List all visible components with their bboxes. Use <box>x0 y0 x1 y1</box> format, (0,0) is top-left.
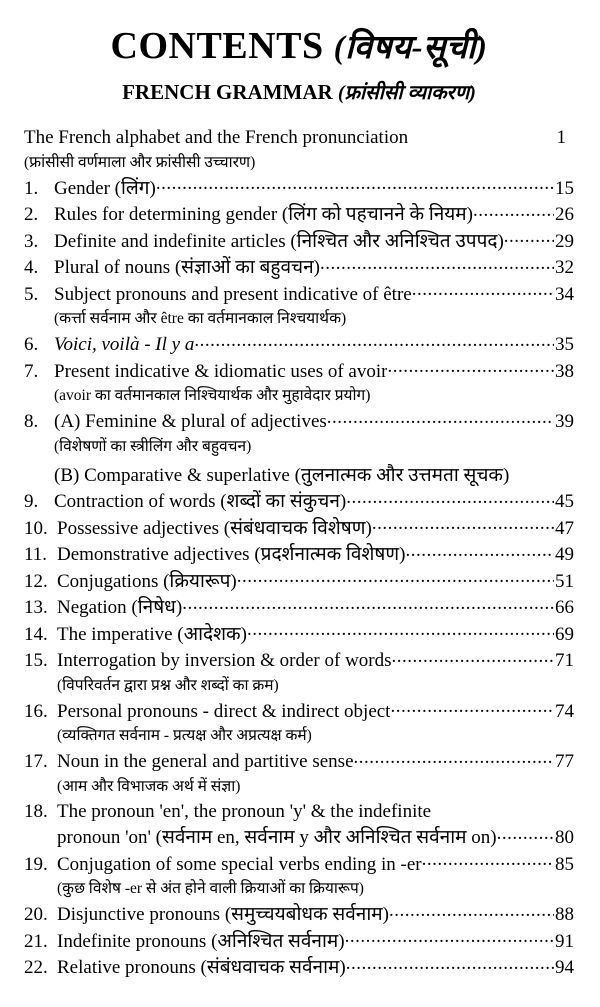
toc-entry <box>24 228 574 255</box>
toc-entry-number: 2. <box>24 204 39 225</box>
toc-entry-text: Disjunctive pronouns (समुच्चयबोधक सर्वनाम) <box>57 904 389 925</box>
toc-entry-text: Voici, voilà - Il y a <box>54 334 195 355</box>
leader-dots <box>247 621 554 640</box>
toc-entry-page: 85 <box>555 853 574 875</box>
toc-entry-page: 91 <box>555 930 574 952</box>
toc-entry-page: 94 <box>555 957 574 978</box>
toc-entry <box>24 698 574 749</box>
toc-entry-text: Conjugations (क्रियारूप) <box>57 570 237 592</box>
toc-entry-page: 32 <box>555 257 574 278</box>
toc-entry-page: 26 <box>555 204 574 225</box>
toc-entry-number: 4. <box>24 257 39 278</box>
toc-entry-page: 38 <box>555 360 574 382</box>
title-english: CONTENTS <box>110 25 324 67</box>
toc-entry <box>24 331 574 358</box>
toc-entry-number: 19. <box>24 853 48 875</box>
toc-entry-number: 7. <box>24 360 39 382</box>
toc-entry <box>24 748 574 799</box>
toc-entry-page: 15 <box>555 177 574 199</box>
leader-dots <box>497 824 554 843</box>
leader-dots <box>327 408 554 427</box>
page-title <box>24 24 574 70</box>
toc-entry <box>24 901 574 928</box>
subtitle-hindi: (फ्रांसीसी व्याकरण) <box>337 82 476 104</box>
toc-entry-text: Possessive adjectives (संबंधवाचक विशेषण) <box>57 517 372 539</box>
toc-entry <box>24 175 574 202</box>
toc-entry-text: Noun in the general and partitive sense <box>57 751 354 772</box>
toc-entry-number: 20. <box>24 904 48 925</box>
toc-entry <box>24 281 574 332</box>
toc-entry-text: Personal pronouns - direct & indirect object <box>57 700 391 722</box>
title-hindi: (विषय-सूची) <box>333 30 488 66</box>
leader-dots <box>354 748 554 767</box>
leader-dots <box>504 228 554 247</box>
toc-entry-page: 45 <box>555 491 574 512</box>
toc-entry-intro <box>24 125 574 175</box>
toc-entry-text: Demonstrative adjectives (प्रदर्शनात्मक विशेषण) <box>57 544 406 565</box>
toc-entry-subtext: (कर्त्ता सर्वनाम और être का वर्तमानकाल निश्चयार्थक) <box>54 310 347 327</box>
toc-entry-page: 80 <box>555 827 574 848</box>
toc-entry <box>24 594 574 621</box>
toc-entry-page: 88 <box>555 904 574 925</box>
toc-entry-page: 29 <box>555 230 574 252</box>
toc-entry-page: 35 <box>555 334 574 355</box>
toc-entry-page: 74 <box>555 700 574 722</box>
toc-entry-number: 6. <box>24 334 39 355</box>
leader-dots <box>372 515 554 534</box>
toc-entry <box>24 799 574 851</box>
toc-entry-text: Negation (निषेध) <box>57 597 183 618</box>
toc-entry-number: 21. <box>24 930 48 952</box>
toc-entry-page: 47 <box>555 517 574 539</box>
toc-entry-number: 11. <box>24 544 48 565</box>
toc-entry-text: Conjugation of some special verbs ending in -er <box>57 853 422 875</box>
leader-dots <box>194 331 554 350</box>
toc-entry-subtext: (विशेषणों का स्त्रीलिंग और बहुवचन) <box>54 437 252 455</box>
toc-entry-number: 18. <box>24 800 48 822</box>
toc-entry-text: Subject pronouns and present indicative of être <box>54 283 412 305</box>
leader-dots <box>387 358 554 377</box>
toc-entry <box>24 568 574 595</box>
toc-entry-number: 12. <box>24 570 48 592</box>
leader-dots <box>156 175 554 194</box>
toc-entry-number: 1. <box>24 177 39 199</box>
toc-entry-subtext: (व्यक्तिगत सर्वनाम - प्रत्यक्ष और अप्रत्यक्ष कर्म) <box>57 727 312 744</box>
toc-entry <box>24 928 574 955</box>
leader-dots <box>346 954 554 973</box>
leader-dots <box>182 594 554 613</box>
toc-entry <box>24 488 574 515</box>
toc-entry-subtext: (avoir का वर्तमानकाल निश्चियार्थक और मुहावेदार प्रयोग) <box>54 387 371 404</box>
toc-entry-page: 77 <box>555 751 574 772</box>
table-of-contents <box>24 125 574 981</box>
toc-entry-page: 39 <box>555 411 574 432</box>
toc-entry-page: 1 <box>556 127 566 148</box>
toc-entries <box>24 175 574 981</box>
leader-dots <box>345 928 554 947</box>
toc-entry-subtext: (आम और विभाजक अर्थ में संज्ञा) <box>57 777 241 795</box>
leader-dots <box>392 647 554 666</box>
leader-dots <box>320 254 554 273</box>
toc-entry <box>24 954 574 981</box>
toc-entry-subtext: (विपरिवर्तन द्वारा प्रश्न और शब्दों का क्रम) <box>57 676 279 694</box>
toc-entry-page: 49 <box>555 544 574 565</box>
toc-entry-page: 66 <box>555 597 574 618</box>
toc-entry-number: 8. <box>24 411 39 432</box>
toc-entry <box>24 408 574 488</box>
leader-dots <box>422 851 554 870</box>
toc-entry <box>24 201 574 228</box>
toc-entry-part-b: (B) Comparative & superlative (तुलनात्मक और उत्तमता सूचक) <box>54 464 510 486</box>
toc-entry-text: (A) Feminine & plural of adjectives <box>54 411 327 432</box>
toc-entry-text: Present indicative & idiomatic uses of avoir <box>54 360 388 382</box>
toc-entry-subtext: (फ्रांसीसी वर्णमाला और फ्रांसीसी उच्चारण) <box>24 153 256 171</box>
toc-entry-number: 14. <box>24 623 48 645</box>
leader-dots <box>412 281 554 300</box>
toc-entry-text: Interrogation by inversion & order of words <box>57 650 392 671</box>
toc-entry <box>24 254 574 281</box>
toc-entry-page: 34 <box>555 283 574 305</box>
toc-entry-number: 16. <box>24 700 48 722</box>
toc-entry-text: Gender (लिंग) <box>54 177 156 199</box>
toc-entry-text: The imperative (आदेशक) <box>57 623 247 645</box>
toc-entry <box>24 541 574 568</box>
toc-entry-text: Definite and indefinite articles (निश्चित और अनिश्चित उपपद) <box>54 230 504 252</box>
toc-entry-text: Plural of nouns (संज्ञाओं का बहुवचन) <box>54 257 320 278</box>
leader-dots <box>389 901 554 920</box>
toc-entry-page: 51 <box>555 570 574 592</box>
toc-entry-page: 71 <box>555 650 574 671</box>
toc-entry-page: 69 <box>555 623 574 645</box>
toc-entry-text: The French alphabet and the French pronunciation <box>24 127 409 148</box>
toc-entry-number: 10. <box>24 517 48 539</box>
leader-dots <box>390 698 554 717</box>
toc-entry-number: 5. <box>24 283 39 305</box>
toc-entry-text: Rules for determining gender (लिंग को पहचानने के नियम) <box>54 204 473 225</box>
toc-entry-text-continued: pronoun 'on' (सर्वनाम en, सर्वनाम y और अनिश्चित सर्वनाम on) <box>57 827 497 848</box>
toc-entry-text: Relative pronouns (संबंधवाचक सर्वनाम) <box>57 957 346 978</box>
toc-entry-number: 22. <box>24 957 48 978</box>
leader-dots <box>405 541 554 560</box>
toc-entry-number: 15. <box>24 650 48 671</box>
toc-entry <box>24 515 574 542</box>
leader-dots <box>473 201 554 220</box>
toc-entry <box>24 621 574 648</box>
toc-entry-subtext: (कुछ विशेष -er से अंत होने वाली क्रियाओं का क्रियारूप) <box>57 880 364 897</box>
toc-entry-number: 17. <box>24 751 48 772</box>
toc-entry <box>24 647 574 698</box>
toc-entry-number: 9. <box>24 491 39 512</box>
toc-entry-text: Contraction of words (शब्दों का संकुचन) <box>54 491 347 512</box>
toc-entry-number: 3. <box>24 230 39 252</box>
subtitle-english: FRENCH GRAMMAR <box>122 80 333 104</box>
toc-entry-text: The pronoun 'en', the pronoun 'y' & the indefinite <box>57 800 432 822</box>
toc-entry-text: Indefinite pronouns (अनिश्चित सर्वनाम) <box>57 930 345 952</box>
section-subtitle <box>24 78 574 107</box>
toc-entry-number: 13. <box>24 597 48 618</box>
leader-dots <box>237 568 554 587</box>
toc-entry <box>24 851 574 902</box>
leader-dots <box>346 488 554 507</box>
toc-entry <box>24 358 574 409</box>
